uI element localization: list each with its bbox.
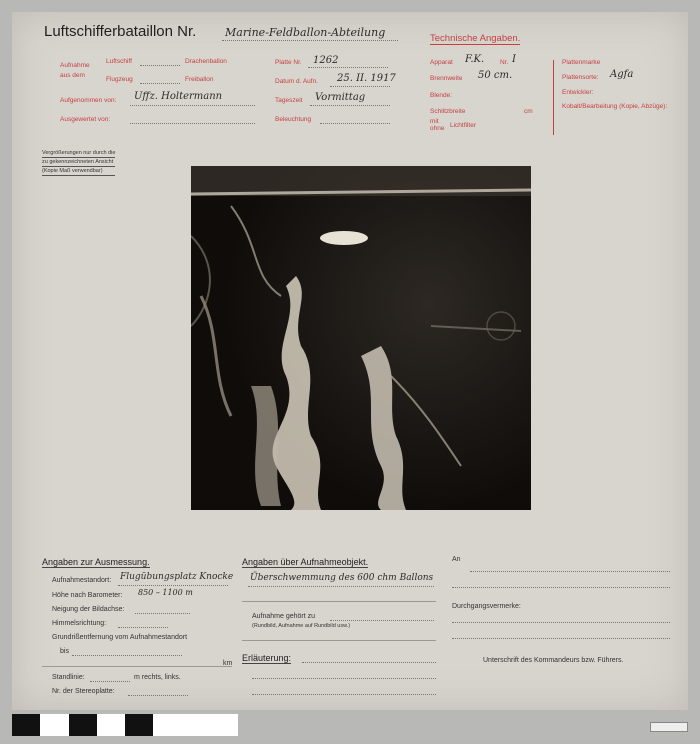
beleuchtung-label: Beleuchtung [275,116,312,123]
brennweite-value: 50 cm. [478,70,513,81]
tech-heading: Technische Angaben. [430,33,521,44]
luftschiff-label: Luftschiff [106,58,132,65]
aerial-photo-image [191,166,531,510]
schlitzbreite-label: Schlitzbreite [430,108,466,115]
aufgenommen-value: Uffz. Holtermann [134,91,223,102]
aufnahmeobjekt-heading: Angaben über Aufnahmeobjekt. [242,557,369,567]
nr-label: Nr. [500,59,509,66]
aufgenommen-label: Aufgenommen von: [60,97,117,104]
schlitz-unit: cm [524,108,533,115]
aufnahme-label: Aufnahme [60,62,90,69]
hoehe-value: 850 – 1100 m [138,588,193,597]
lichtfilter-label: Lichtfilter [450,122,477,129]
apparat-value: F.K. [465,54,485,65]
blende-label: Blende: [430,92,453,99]
brennweite-label: Brennweite [430,75,463,82]
apparat-label: Apparat [430,59,453,66]
km-label: km [223,660,233,667]
grund-label: Grundrißentfernung vom Aufnahmestandort [52,634,188,641]
platte-label: Platte Nr. [275,59,302,66]
note: Vergrößerungen nur durch die zu gekennzeichneten Ansicht (Kopie Maß verwendbar) [42,150,116,174]
ausgewertet-label: Ausgewertet von: [60,116,111,123]
color-scale-bar [12,714,238,736]
unit-name: Marine-Feldballon-Abteilung [225,26,386,39]
himmel-label: Himmelsrichtung: [52,620,107,627]
standort-label: Aufnahmestandort: [52,577,112,584]
standort-value: Flugübungsplatz Knocke [120,572,234,582]
flugzeug-label: Flugzeug [106,76,133,83]
tageszeit-label: Tageszeit [275,97,303,104]
drachenballon-label: Drachenballon [185,58,227,65]
unterschrift-label: Unterschrift des Kommandeurs bzw. Führers. [483,657,624,664]
rechts-links: m rechts, links. [134,674,181,681]
gehoert-label: Aufnahme gehört zu [252,613,316,620]
kobalt-label: Kobalt/Bearbeitung (Kopie, Abzüge): [562,103,668,110]
ausmessung-heading: Angaben zur Ausmessung. [42,557,150,567]
plattenmarke-label: Plattenmarke [562,59,601,66]
an-label: An [452,556,461,563]
datum-label: Datum d. Aufn. [275,78,318,85]
freiballon-label: Freiballon [185,76,214,83]
aerial-photo [191,166,531,510]
bis-label: bis [60,648,69,655]
tageszeit-value: Vormittag [315,92,366,103]
platte-value: 1262 [313,55,339,66]
nr-value: I [512,54,516,65]
entwickler-label: Entwickler: [562,89,594,96]
erlaeuterung-heading: Erläuterung: [242,653,292,663]
archive-tag [650,722,688,732]
gehoert-sub: (Rundbild, Aufnahme auf Rundbild usw.) [252,623,351,629]
hoehe-label: Höhe nach Barometer: [52,592,123,599]
mit-ohne-label: mit ohne [430,118,445,132]
aufnahmeobjekt-value: Überschwemmung des 600 chm Ballons [250,573,434,583]
plattensorte-value: Agfa [610,69,634,80]
page-title: Luftschifferbataillon Nr. [44,23,197,40]
durchgang-label: Durchgangsvermerke: [452,603,521,610]
stereo-label: Nr. der Stereoplatte: [52,688,115,695]
plattensorte-label: Plattensorte: [562,74,599,81]
standlinie-label: Standlinie: [52,674,85,681]
neigung-label: Neigung der Bildachse: [52,606,125,613]
aus-dem-label: aus dem [60,72,85,79]
datum-value: 25. II. 1917 [337,73,396,84]
